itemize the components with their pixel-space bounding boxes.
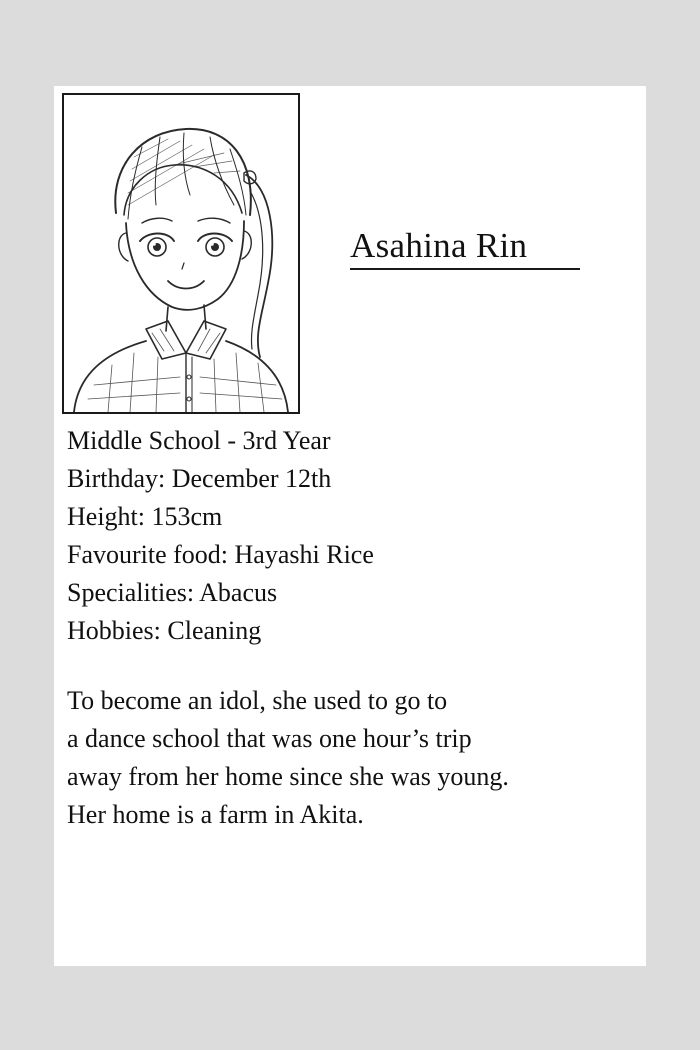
name-underline — [350, 268, 580, 270]
bio-line: Her home is a farm in Akita. — [67, 800, 364, 829]
fact-hobbies: Hobbies: Cleaning — [67, 616, 262, 645]
fact-grade: Middle School - 3rd Year — [67, 426, 331, 455]
profile-facts — [67, 422, 374, 650]
fact-favourite-food: Favourite food: Hayashi Rice — [67, 540, 374, 569]
portrait-sketch — [64, 95, 298, 412]
character-portrait — [62, 93, 300, 414]
character-name: Asahina Rin — [350, 226, 528, 265]
fact-height: Height: 153cm — [67, 502, 223, 531]
bio-line: away from her home since she was young. — [67, 762, 509, 791]
fact-birthday: Birthday: December 12th — [67, 464, 332, 493]
character-bio — [67, 682, 637, 834]
profile-card — [54, 86, 646, 966]
bio-line: To become an idol, she used to go to — [67, 686, 448, 715]
bio-line: a dance school that was one hour’s trip — [67, 724, 472, 753]
fact-specialities: Specialities: Abacus — [67, 578, 278, 607]
